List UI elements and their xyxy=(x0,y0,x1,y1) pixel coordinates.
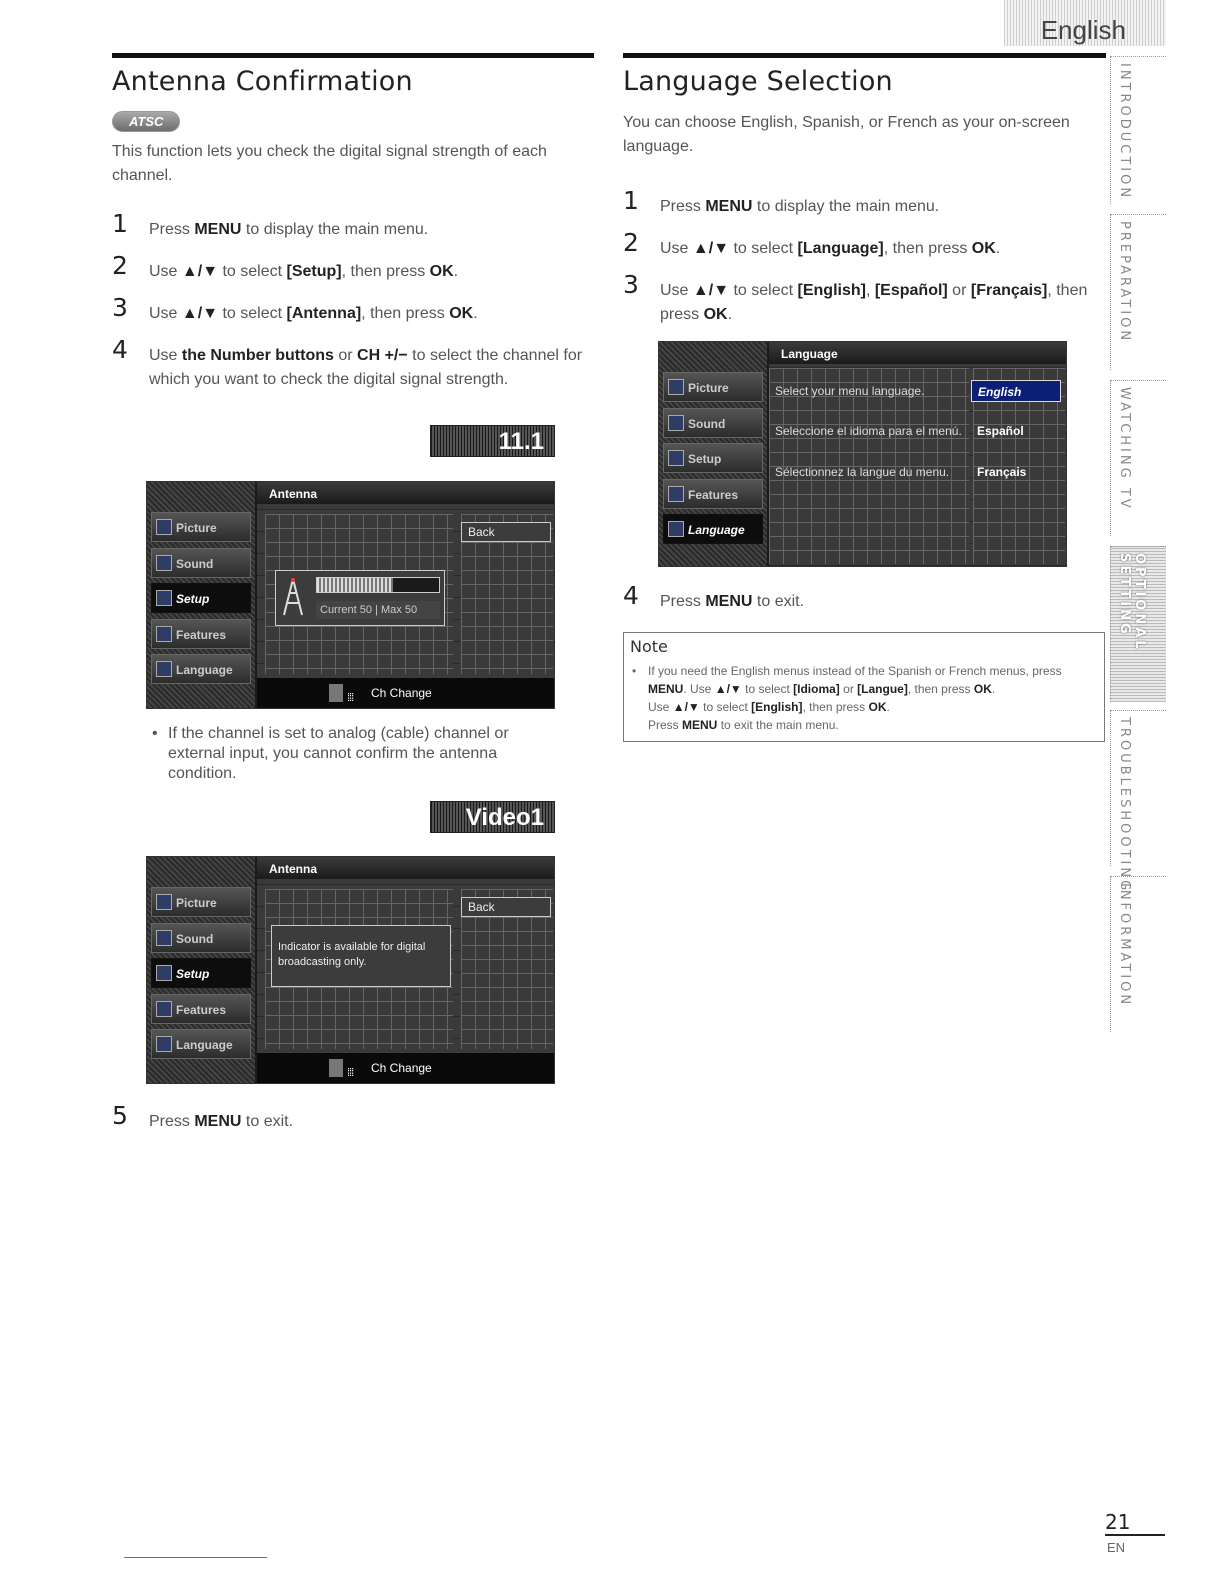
tab-watching-tv[interactable]: WATCHING TV xyxy=(1110,380,1166,536)
back-button: Back xyxy=(461,522,551,542)
step-2: 2 Use ▲/▼ to select [Language], then press OK. xyxy=(623,228,1001,257)
ch-change-bar: ⁞⁞⁞ Ch Change xyxy=(257,678,554,708)
back-button: Back xyxy=(461,897,551,917)
input-badge: Video1 xyxy=(430,801,555,833)
step-4: 4 Use the Number buttons or CH +/− to select the channel for which you want to check the digital signal strength. xyxy=(112,335,583,388)
note-title: Note xyxy=(630,637,668,656)
step-1: 1 Press MENU to display the main menu. xyxy=(112,209,429,238)
menu-item-sound: Sound xyxy=(151,923,251,953)
setup-icon xyxy=(668,450,684,466)
analog-note-bullet: • If the channel is set to analog (cable) channel or external input, you cannot confirm the antenna condition. xyxy=(112,724,552,784)
menu-sidebar xyxy=(659,342,767,566)
remote-ch-icon xyxy=(329,684,343,702)
note-box xyxy=(623,632,1105,742)
step-4: 4 Press MENU to exit. xyxy=(623,581,805,610)
antenna-confirmation-section xyxy=(112,53,594,392)
remote-ch-icon xyxy=(329,1059,343,1077)
menu-item-picture: Picture xyxy=(151,512,251,542)
step-5: 5 Press MENU to exit. xyxy=(112,1101,294,1130)
page-language: EN xyxy=(1107,1540,1126,1555)
page-number: 21 xyxy=(1105,1510,1131,1534)
intro-text: You can choose English, Spanish, or French as your on-screen language. xyxy=(623,114,1070,155)
setup-icon xyxy=(156,965,172,981)
antenna-screen-analog xyxy=(146,856,555,1084)
lang-prompt-french: Sélectionnez la langue du menu. xyxy=(775,465,950,479)
menu-item-language: Language xyxy=(663,514,763,544)
tab-optional-setting[interactable]: OPTIONAL SETTING xyxy=(1110,546,1166,702)
lang-prompt-spanish: Seleccione el idioma para el menú. xyxy=(775,424,962,438)
section-title: Antenna Confirmation xyxy=(112,66,413,97)
language-icon xyxy=(156,1036,172,1052)
atsc-badge: ATSC xyxy=(112,111,180,132)
sound-icon xyxy=(156,930,172,946)
setup-icon xyxy=(156,590,172,606)
features-icon xyxy=(668,486,684,502)
lang-prompt-english: Select your menu language. xyxy=(775,384,925,398)
number-keys-icon: ⁞⁞⁞ xyxy=(347,1067,354,1079)
intro-text: This function lets you check the digital signal strength of each channel. xyxy=(112,143,547,184)
bottom-link-line xyxy=(124,1557,267,1558)
menu-item-setup: Setup xyxy=(151,583,251,613)
antenna-panel xyxy=(257,857,554,1083)
language-title: Language xyxy=(769,342,1066,364)
signal-bar xyxy=(316,577,440,593)
step-2: 2 Use ▲/▼ to select [Setup], then press OK. xyxy=(112,251,459,280)
indicator-message: Indicator is available for digital broadcasting only. xyxy=(271,925,451,987)
menu-item-setup: Setup xyxy=(151,958,251,988)
menu-sidebar xyxy=(147,482,255,708)
language-header-tab: English xyxy=(1004,0,1166,46)
lang-option-english: English xyxy=(971,380,1061,402)
section-rule xyxy=(623,53,1106,58)
picture-icon xyxy=(156,519,172,535)
language-icon xyxy=(668,521,684,537)
menu-item-picture: Picture xyxy=(151,887,251,917)
step-3: 3 Use ▲/▼ to select [English], [Español] or [Français], then press OK. xyxy=(623,270,1088,323)
number-keys-icon: ⁞⁞⁞ xyxy=(347,692,354,704)
picture-icon xyxy=(668,379,684,395)
menu-item-language: Language xyxy=(151,654,251,684)
signal-values: Current 50 | Max 50 xyxy=(316,601,440,619)
menu-item-features: Features xyxy=(151,619,251,649)
menu-item-features: Features xyxy=(663,479,763,509)
language-selection-section xyxy=(623,53,1106,327)
menu-item-sound: Sound xyxy=(663,408,763,438)
tab-preparation[interactable]: PREPARATION xyxy=(1110,214,1166,370)
antenna-title: Antenna xyxy=(257,857,554,879)
features-icon xyxy=(156,626,172,642)
sound-icon xyxy=(668,415,684,431)
signal-meter xyxy=(275,570,445,626)
antenna-panel xyxy=(257,482,554,708)
menu-item-features: Features xyxy=(151,994,251,1024)
language-panel xyxy=(769,342,1066,566)
tab-introduction[interactable]: INTRODUCTION xyxy=(1110,56,1166,204)
menu-item-language: Language xyxy=(151,1029,251,1059)
antenna-tower-icon xyxy=(280,577,306,617)
language-icon xyxy=(156,661,172,677)
language-screen xyxy=(658,341,1067,567)
ch-change-bar: ⁞⁞⁞ Ch Change xyxy=(257,1053,554,1083)
menu-sidebar xyxy=(147,857,255,1083)
tab-information[interactable]: INFORMATION xyxy=(1110,876,1166,1032)
step-1: 1 Press MENU to display the main menu. xyxy=(623,186,940,215)
tab-troubleshooting[interactable]: TROUBLESHOOTING xyxy=(1110,710,1166,866)
lang-option-spanish: Español xyxy=(977,424,1024,438)
note-body: • If you need the English menus instead of the Spanish or French menus, press MENU. Use ▲/▼ to select [Idioma] or [Langue], then press OK. Use ▲/▼ to select [English], then press OK. Press MENU to exit the main menu. xyxy=(632,664,1062,732)
menu-item-sound: Sound xyxy=(151,548,251,578)
features-icon xyxy=(156,1001,172,1017)
page-number-rule xyxy=(1105,1534,1165,1536)
lang-option-french: Français xyxy=(977,465,1027,479)
menu-item-setup: Setup xyxy=(663,443,763,473)
step-3: 3 Use ▲/▼ to select [Antenna], then press OK. xyxy=(112,293,478,322)
channel-badge: 11.1 xyxy=(430,425,555,457)
picture-icon xyxy=(156,894,172,910)
antenna-title: Antenna xyxy=(257,482,554,504)
section-title: Language Selection xyxy=(623,66,893,97)
sound-icon xyxy=(156,555,172,571)
antenna-screen-digital xyxy=(146,481,555,709)
section-rule xyxy=(112,53,594,58)
menu-item-picture: Picture xyxy=(663,372,763,402)
